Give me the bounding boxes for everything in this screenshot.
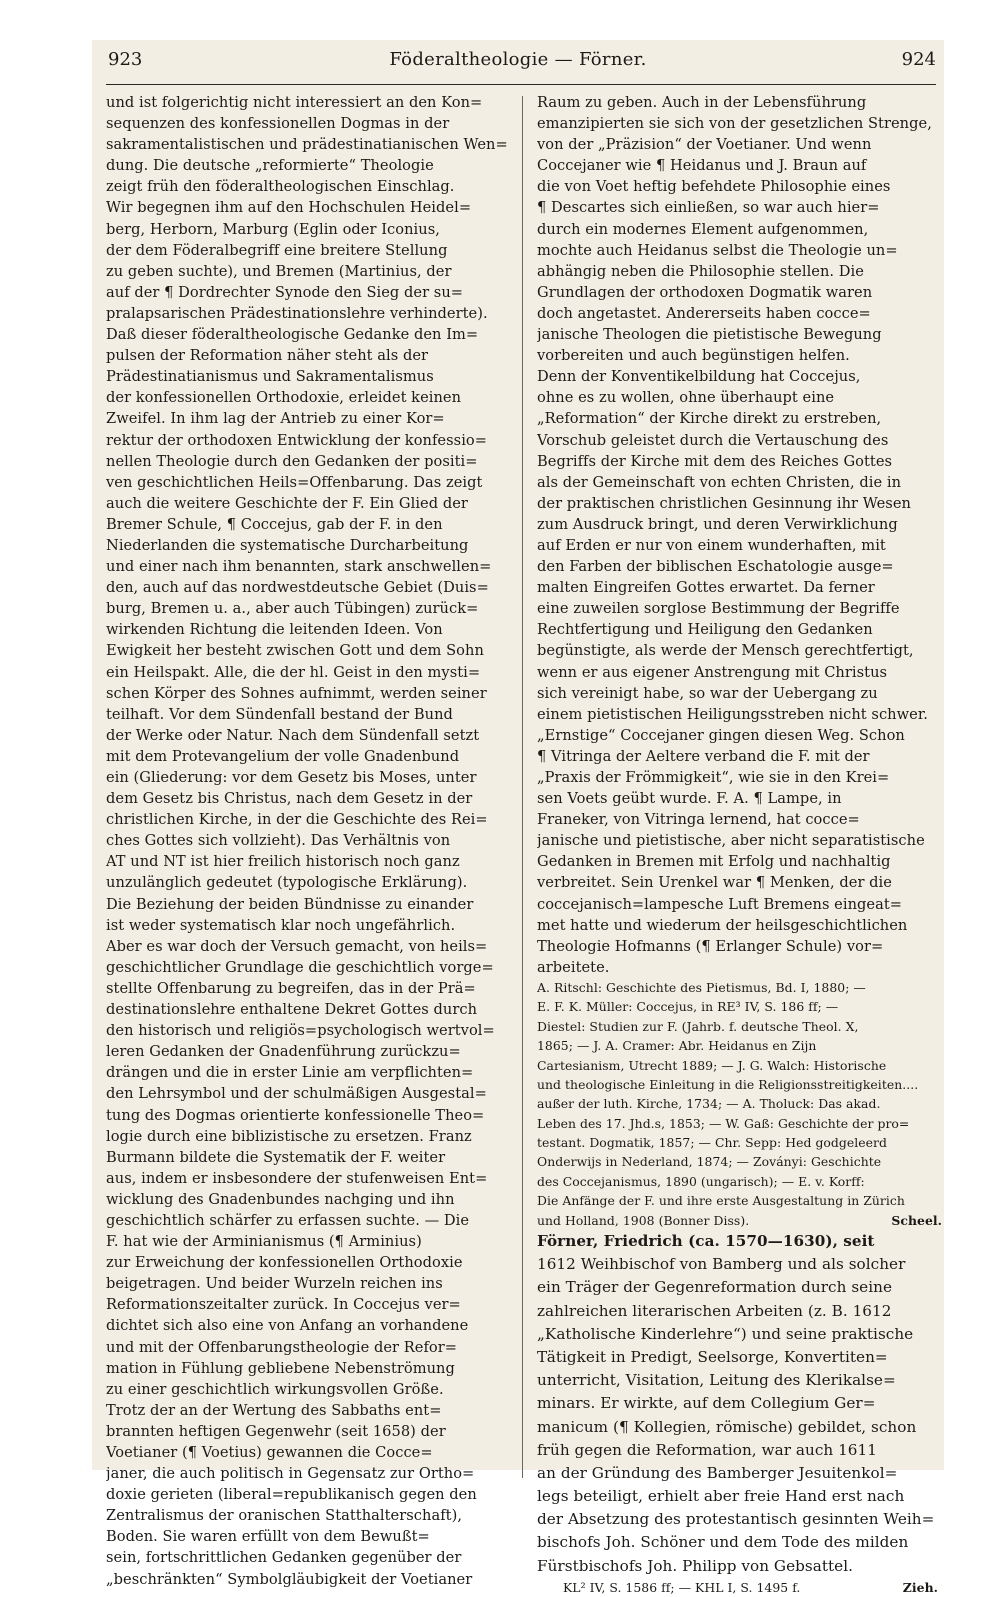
text-line: dung. Die deutsche „reformierte“ Theologie bbox=[106, 157, 434, 175]
text-line: AT und NT ist hier freilich historisch noch ganz bbox=[106, 853, 460, 871]
text-line: Rechtfertigung und Heiligung den Gedanken bbox=[537, 621, 873, 639]
text-line: burg, Bremen u. a., aber auch Tübingen) zurück= bbox=[106, 600, 479, 618]
column-divider bbox=[522, 96, 523, 1478]
text-line: wirkenden Richtung die leitenden Ideen. Von bbox=[106, 621, 443, 639]
text-line: „beschränkten“ Symbolgläubigkeit der Voetianer bbox=[106, 1570, 473, 1588]
text-line: Theologie Hofmanns (¶ Erlanger Schule) vor= bbox=[537, 937, 884, 955]
text-line: stellte Offenbarung zu begreifen, das in der Prä= bbox=[106, 979, 476, 997]
text-line: nellen Theologie durch den Gedanken der positi= bbox=[106, 452, 478, 470]
text-line: Wir begegnen ihm auf den Hochschulen Heidel= bbox=[106, 199, 472, 217]
text-line: Bremer Schule, ¶ Coccejus, gab der F. in den bbox=[106, 515, 443, 533]
text-line: als der Gemeinschaft von echten Christen, die in bbox=[537, 473, 902, 491]
text-line: zur Erweichung der konfessionellen Orthodoxie bbox=[106, 1254, 463, 1272]
page-header bbox=[92, 40, 944, 80]
text-line: verbreitet. Sein Urenkel war ¶ Menken, der die bbox=[537, 874, 892, 892]
text-line: zeigt früh den föderaltheologischen Einschlag. bbox=[106, 178, 455, 196]
text-line: Burmann bildete die Systematik der F. weiter bbox=[106, 1148, 446, 1166]
text-line: sakramentalistischen und prädestinatianischen Wen= bbox=[106, 136, 508, 154]
text-line: Boden. Sie waren erfüllt von dem Bewußt= bbox=[106, 1528, 430, 1546]
text-line: Begriffs der Kirche mit dem des Reiches Gottes bbox=[537, 452, 893, 470]
text-line: sequenzen des konfessionellen Dogmas in der bbox=[106, 115, 450, 133]
header-rule bbox=[106, 84, 936, 85]
bibliography-line: und theologische Einleitung in die Religionsstreitigkeiten.... bbox=[537, 1076, 919, 1092]
right-column bbox=[537, 92, 942, 1597]
page-number-left: 923 bbox=[108, 49, 143, 70]
foerner-author-signature: Zieh. bbox=[902, 1579, 938, 1595]
text-line: Raum zu geben. Auch in der Lebensführung bbox=[537, 94, 867, 111]
text-line: durch ein modernes Element aufgenommen, bbox=[537, 220, 869, 238]
text-line: Reformationszeitalter zurück. In Coccejus ver= bbox=[106, 1296, 461, 1314]
text-line: Prädestinatianismus und Sakramentalismus bbox=[106, 368, 434, 386]
entry-line: unterricht, Visitation, Leitung des Klerikalse= bbox=[537, 1371, 896, 1390]
text-line: unzulänglich gedeutet (typologische Erklärung). bbox=[106, 874, 468, 892]
text-line: teilhaft. Vor dem Sündenfall bestand der Bund bbox=[106, 705, 453, 723]
text-line: ches Gottes sich vollzieht). Das Verhältnis von bbox=[106, 832, 451, 850]
text-line: Daß dieser föderaltheologische Gedanke den Im= bbox=[106, 326, 479, 344]
bibliography-line: E. F. K. Müller: Coccejus, in RE³ IV, S. 186 ff; — bbox=[537, 999, 839, 1015]
text-line: den Farben der biblischen Eschatologie ausge= bbox=[537, 558, 894, 576]
text-line: pulsen der Reformation näher steht als der bbox=[106, 347, 429, 365]
text-line: „Praxis der Frömmigkeit“, wie sie in den Krei= bbox=[537, 769, 890, 786]
text-line: Vorschub geleistet durch die Vertauschung des bbox=[537, 431, 889, 449]
bibliography-line: A. Ritschl: Geschichte des Pietismus, Bd. I, 1880; — bbox=[537, 979, 866, 995]
text-line: sein, fortschrittlichen Gedanken gegenüber der bbox=[106, 1549, 462, 1567]
entry-line: ein Träger der Gegenreformation durch seine bbox=[537, 1278, 892, 1297]
text-line: ohne es zu wollen, ohne überhaupt eine bbox=[537, 389, 835, 407]
text-line: berg, Herborn, Marburg (Eglin oder Iconius, bbox=[106, 220, 440, 238]
text-line: der praktischen christlichen Gesinnung ihr Wesen bbox=[537, 494, 911, 512]
text-line: vorbereiten und auch begünstigen helfen. bbox=[537, 347, 850, 365]
text-line: und mit der Offenbarungstheologie der Refor= bbox=[106, 1338, 458, 1356]
bibliography-line: des Coccejanismus, 1890 (ungarisch); — E. v. Korff: bbox=[537, 1173, 865, 1189]
bibliography-line: außer der luth. Kirche, 1734; — A. Tholuck: Das akad. bbox=[537, 1096, 881, 1112]
text-line: Die Beziehung der beiden Bündnisse zu einander bbox=[106, 895, 474, 913]
bibliography-line: testant. Dogmatik, 1857; — Chr. Sepp: Hed godgeleerd bbox=[537, 1135, 888, 1151]
text-line: Aber es war doch der Versuch gemacht, von heils= bbox=[106, 937, 488, 955]
entry-line: früh gegen die Reformation, war auch 1611 bbox=[537, 1440, 877, 1459]
text-line: Denn der Konventikelbildung hat Coccejus, bbox=[537, 368, 861, 386]
entry-line: zahlreichen literarischen Arbeiten (z. B. 1612 bbox=[537, 1301, 892, 1320]
text-line: der konfessionellen Orthodoxie, erleidet keinen bbox=[106, 389, 462, 407]
entry-line: Tätigkeit in Predigt, Seelsorge, Konvertiten= bbox=[537, 1347, 888, 1366]
text-line: mit dem Protevangelium der volle Gnadenbund bbox=[106, 747, 460, 765]
text-line: Franeker, von Vitringa lernend, hat cocce= bbox=[537, 811, 860, 829]
text-line: und einer nach ihm benannten, stark anschwellen= bbox=[106, 558, 492, 576]
entry-line: an der Gründung des Bamberger Jesuitenkol= bbox=[537, 1463, 898, 1482]
entry-line: Fürstbischofs Joh. Philipp von Gebsattel. bbox=[537, 1556, 853, 1575]
text-line: emanzipierten sie sich von der gesetzlichen Strenge, bbox=[537, 115, 932, 133]
foerner-entry bbox=[537, 1230, 942, 1578]
bibliography-line: Cartesianism, Utrecht 1889; — J. G. Walch: Historische bbox=[537, 1057, 887, 1073]
text-line: ein Heilspakt. Alle, die der hl. Geist in den mysti= bbox=[106, 663, 481, 681]
text-line: ven geschichtlichen Heils=Offenbarung. Das zeigt bbox=[106, 473, 483, 491]
text-line: pralapsarischen Prädestinationslehre verhinderte). bbox=[106, 304, 488, 322]
text-line: janer, die auch politisch in Gegensatz zur Ortho= bbox=[106, 1465, 475, 1483]
entry-line: „Katholische Kinderlehre“) und seine praktische bbox=[537, 1324, 914, 1343]
text-line: auf Erden er nur von einem wunderhaften, mit bbox=[537, 536, 886, 554]
text-line: F. hat wie der Arminianismus (¶ Arminius) bbox=[106, 1233, 422, 1251]
text-line: schen Körper des Sohnes aufnimmt, werden seiner bbox=[106, 684, 487, 702]
encyclopedia-page bbox=[92, 40, 944, 1595]
text-line: tung des Dogmas orientierte konfessionelle Theo= bbox=[106, 1106, 485, 1124]
text-line: Trotz der an der Wertung des Sabbaths ent= bbox=[106, 1401, 442, 1419]
foerner-references: KL² IV, S. 1586 ff; — KHL I, S. 1495 f. bbox=[563, 1579, 801, 1595]
text-line: drängen und die in erster Linie am verpflichten= bbox=[106, 1064, 474, 1082]
entry-line: Förner, Friedrich (ca. 1570—1630), seit bbox=[537, 1232, 875, 1251]
text-line: der Werke oder Natur. Nach dem Sündenfall setzt bbox=[106, 726, 480, 744]
text-line: logie durch eine biblizistische zu ersetzen. Franz bbox=[106, 1127, 472, 1145]
text-line: Coccejaner wie ¶ Heidanus und J. Braun auf bbox=[537, 157, 867, 175]
text-line: ¶ Vitringa der Aeltere verband die F. mit der bbox=[537, 747, 870, 765]
entry-line: legs beteiligt, erhielt aber freie Hand erst nach bbox=[537, 1487, 905, 1506]
text-line: beigetragen. Und beider Wurzeln reichen ins bbox=[106, 1275, 443, 1293]
text-line: dem Gesetz bis Christus, nach dem Gesetz in der bbox=[106, 790, 473, 808]
text-line: abhängig neben die Philosophie stellen. Die bbox=[537, 262, 864, 280]
text-line: den historisch und religiös=psychologisch wertvol= bbox=[106, 1022, 495, 1040]
text-line: sen Voets geübt wurde. F. A. ¶ Lampe, in bbox=[537, 790, 842, 808]
text-line: doch angetastet. Andererseits haben cocce= bbox=[537, 304, 871, 322]
bibliography-line: 1865; — J. A. Cramer: Abr. Heidanus en Zijn bbox=[537, 1038, 817, 1054]
text-line: brannten heftigen Gegenwehr (seit 1658) der bbox=[106, 1422, 446, 1440]
text-line: rektur der orthodoxen Entwicklung der konfessio= bbox=[106, 431, 488, 449]
bibliography-line: Onderwijs in Nederland, 1874; — Zoványi: Geschichte bbox=[537, 1154, 882, 1170]
page-title: Föderaltheologie — Förner. bbox=[389, 49, 647, 70]
bibliography-line: Leben des 17. Jhd.s, 1853; — W. Gaß: Geschichte der pro= bbox=[537, 1115, 910, 1131]
text-line: „Ernstige“ Coccejaner gingen diesen Weg. Schon bbox=[537, 726, 905, 744]
entry-line: bischofs Joh. Schöner und dem Tode des milden bbox=[537, 1533, 909, 1552]
text-line: janische Theologen die pietistische Bewegung bbox=[537, 326, 882, 344]
text-line: aus, indem er insbesondere der stufenweisen Ent= bbox=[106, 1169, 488, 1187]
text-line: Niederlanden die systematische Durcharbeitung bbox=[106, 536, 469, 554]
text-line: eine zuweilen sorglose Bestimmung der Begriffe bbox=[537, 600, 900, 618]
text-line: janische und pietistische, aber nicht separatistische bbox=[537, 832, 925, 850]
text-line: ist weder systematisch klar noch ungefährlich. bbox=[106, 916, 456, 934]
text-line: Voetianer (¶ Voetius) gewannen die Cocce= bbox=[106, 1444, 433, 1461]
text-line: der dem Föderalbegriff eine breitere Stellung bbox=[106, 241, 448, 259]
entry-line: manicum (¶ Kollegien, römische) gebildet, schon bbox=[537, 1417, 917, 1436]
text-line: doxie gerieten (liberal=republikanisch gegen den bbox=[106, 1486, 477, 1504]
text-line: einem pietistischen Heiligungsstreben nicht schwer. bbox=[537, 705, 928, 723]
text-line: Zweifel. In ihm lag der Antrieb zu einer Kor= bbox=[106, 410, 445, 428]
text-line: Grundlagen der orthodoxen Dogmatik waren bbox=[537, 283, 873, 301]
bibliography-line: Diestel: Studien zur F. (Jahrb. f. deutsche Theol. X, bbox=[537, 1018, 859, 1034]
text-line: zu geben suchte), und Bremen (Martinius, der bbox=[106, 262, 452, 280]
text-line: Zentralismus der oranischen Statthalterschaft), bbox=[106, 1507, 463, 1525]
bibliography bbox=[537, 978, 942, 1230]
left-column bbox=[106, 92, 511, 1590]
bibliography-line: und Holland, 1908 (Bonner Diss). bbox=[537, 1212, 750, 1228]
text-line: und ist folgerichtig nicht interessiert an den Kon= bbox=[106, 94, 483, 111]
entry-line: minars. Er wirkte, auf dem Collegium Ger= bbox=[537, 1394, 876, 1413]
text-line: met hatte und wiederum der heilsgeschichtlichen bbox=[537, 916, 908, 934]
text-line: den Lehrsymbol und der schulmäßigen Ausgestal= bbox=[106, 1085, 487, 1103]
text-line: wenn er aus eigener Anstrengung mit Christus bbox=[537, 663, 888, 681]
text-line: begünstigte, als werde der Mensch gerechtfertigt, bbox=[537, 642, 914, 660]
text-line: auf der ¶ Dordrechter Synode den Sieg der su= bbox=[106, 283, 464, 301]
text-line: mation in Fühlung gebliebene Nebenströmung bbox=[106, 1359, 455, 1377]
text-line: geschichtlicher Grundlage die geschichtlich vorge= bbox=[106, 958, 494, 976]
text-line: mochte auch Heidanus selbst die Theologie un= bbox=[537, 241, 898, 259]
text-line: sich vereinigt habe, so war der Uebergang zu bbox=[537, 684, 878, 702]
text-line: Gedanken in Bremen mit Erfolg und nachhaltig bbox=[537, 853, 891, 871]
text-line: von der „Präzision“ der Voetianer. Und wenn bbox=[537, 136, 872, 154]
text-line: wicklung des Gnadenbundes nachging und ihn bbox=[106, 1190, 455, 1208]
text-line: dichtet sich also eine von Anfang an vorhandene bbox=[106, 1317, 469, 1335]
text-line: zum Ausdruck bringt, und deren Verwirklichung bbox=[537, 515, 898, 533]
entry-line: der Absetzung des protestantisch gesinnten Weih= bbox=[537, 1510, 935, 1529]
page-number-right: 924 bbox=[901, 49, 936, 70]
text-line: zu einer geschichtlich wirkungsvollen Größe. bbox=[106, 1380, 444, 1398]
text-line: destinationslehre enthaltene Dekret Gottes durch bbox=[106, 1001, 478, 1019]
text-line: ¶ Descartes sich einließen, so war auch hier= bbox=[537, 199, 880, 217]
bibliography-line: Die Anfänge der F. und ihre erste Ausgestaltung in Zürich bbox=[537, 1193, 905, 1209]
bibliography-author-signature: Scheel. bbox=[891, 1212, 942, 1228]
text-line: auch die weitere Geschichte der F. Ein Glied der bbox=[106, 494, 468, 512]
right-column-body bbox=[537, 92, 942, 978]
foerner-refs-line bbox=[537, 1578, 942, 1597]
entry-line: 1612 Weihbischof von Bamberg und als solcher bbox=[537, 1255, 906, 1274]
text-line: die von Voet heftig befehdete Philosophie eines bbox=[537, 178, 891, 196]
text-line: christlichen Kirche, in der die Geschichte des Rei= bbox=[106, 811, 488, 829]
text-line: ein (Gliederung: vor dem Gesetz bis Moses, unter bbox=[106, 769, 477, 786]
text-line: Ewigkeit her besteht zwischen Gott und dem Sohn bbox=[106, 642, 484, 660]
text-line: leren Gedanken der Gnadenführung zurückzu= bbox=[106, 1043, 461, 1061]
text-line: den, auch auf das nordwestdeutsche Gebiet (Duis= bbox=[106, 579, 489, 597]
text-line: „Reformation“ der Kirche direkt zu erstreben, bbox=[537, 410, 882, 428]
text-line: arbeitete. bbox=[537, 958, 610, 976]
text-line: malten Eingreifen Gottes erwartet. Da ferner bbox=[537, 579, 875, 597]
text-line: geschichtlich schärfer zu erfassen suchte. — Die bbox=[106, 1211, 470, 1229]
text-line: coccejanisch=lampesche Luft Bremens eingeat= bbox=[537, 895, 903, 913]
